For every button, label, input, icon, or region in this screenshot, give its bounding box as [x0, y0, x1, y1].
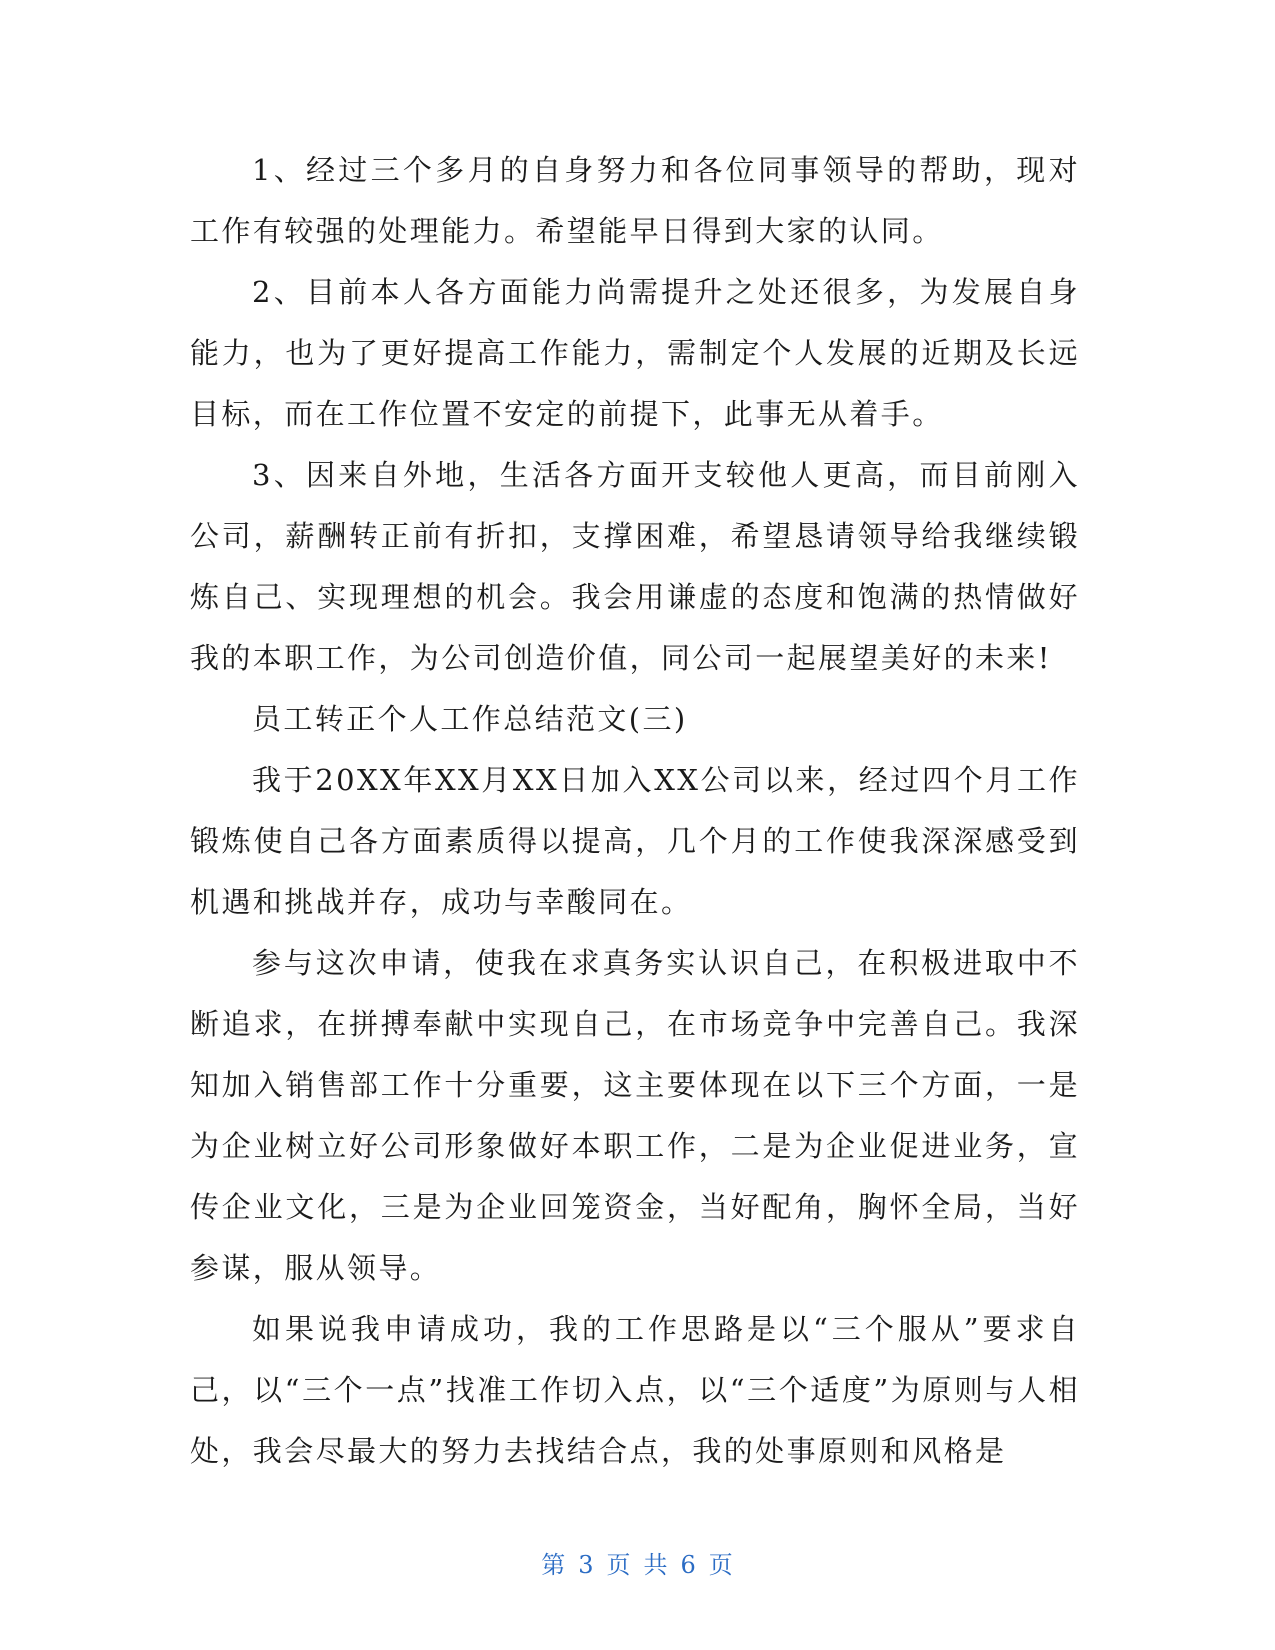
footer-total-prefix: 共: [643, 1551, 669, 1579]
paragraph-application: 参与这次申请，使我在求真务实认识自己，在积极进取中不断追求，在拼搏奉献中实现自己，在市场竞争中完善自己。我深知加入销售部工作十分重要，这主要体现在以下三个方面，一是为企业树立好公司形象做好本职工作，二是为企业促进业务，宣传企业文化，三是为企业回笼资金，当好配角，胸怀全局，当好参谋，服从领导。: [190, 946, 1080, 1285]
page-footer: [0, 1545, 1275, 1580]
paragraph-item-2: 2、目前本人各方面能力尚需提升之处还很多，为发展自身能力，也为了更好提高工作能力，需制定个人发展的近期及长远目标，而在工作位置不安定的前提下，此事无从着手。: [190, 275, 1080, 431]
footer-suffix: 页: [708, 1551, 734, 1579]
footer-page-word: 页: [606, 1551, 632, 1579]
paragraph-intro: 我于20XX年XX月XX日加入XX公司以来，经过四个月工作锻炼使自己各方面素质得以提高，几个月的工作使我深深感受到机遇和挑战并存，成功与幸酸同在。: [190, 763, 1080, 919]
section-heading: 员工转正个人工作总结范文(三): [252, 702, 688, 736]
paragraph-item-1: 1、经过三个多月的自身努力和各位同事领导的帮助，现对工作有较强的处理能力。希望能早日得到大家的认同。: [190, 153, 1080, 248]
paragraph-work-approach: 如果说我申请成功，我的工作思路是以“三个服从”要求自己，以“三个一点”找准工作切入点，以“三个适度”为原则与人相处，我会尽最大的努力去找结合点，我的处事原则和风格是: [190, 1312, 1080, 1468]
document-body: [190, 140, 1080, 1482]
footer-prefix: 第: [541, 1551, 567, 1579]
footer-total-pages: 6: [680, 1551, 697, 1579]
footer-current-page: 3: [578, 1551, 595, 1579]
paragraph-item-3: 3、因来自外地，生活各方面开支较他人更高，而目前刚入公司，薪酬转正前有折扣，支撑困难，希望恳请领导给我继续锻炼自己、实现理想的机会。我会用谦虚的态度和饱满的热情做好我的本职工作，为公司创造价值，同公司一起展望美好的未来!: [190, 458, 1080, 675]
